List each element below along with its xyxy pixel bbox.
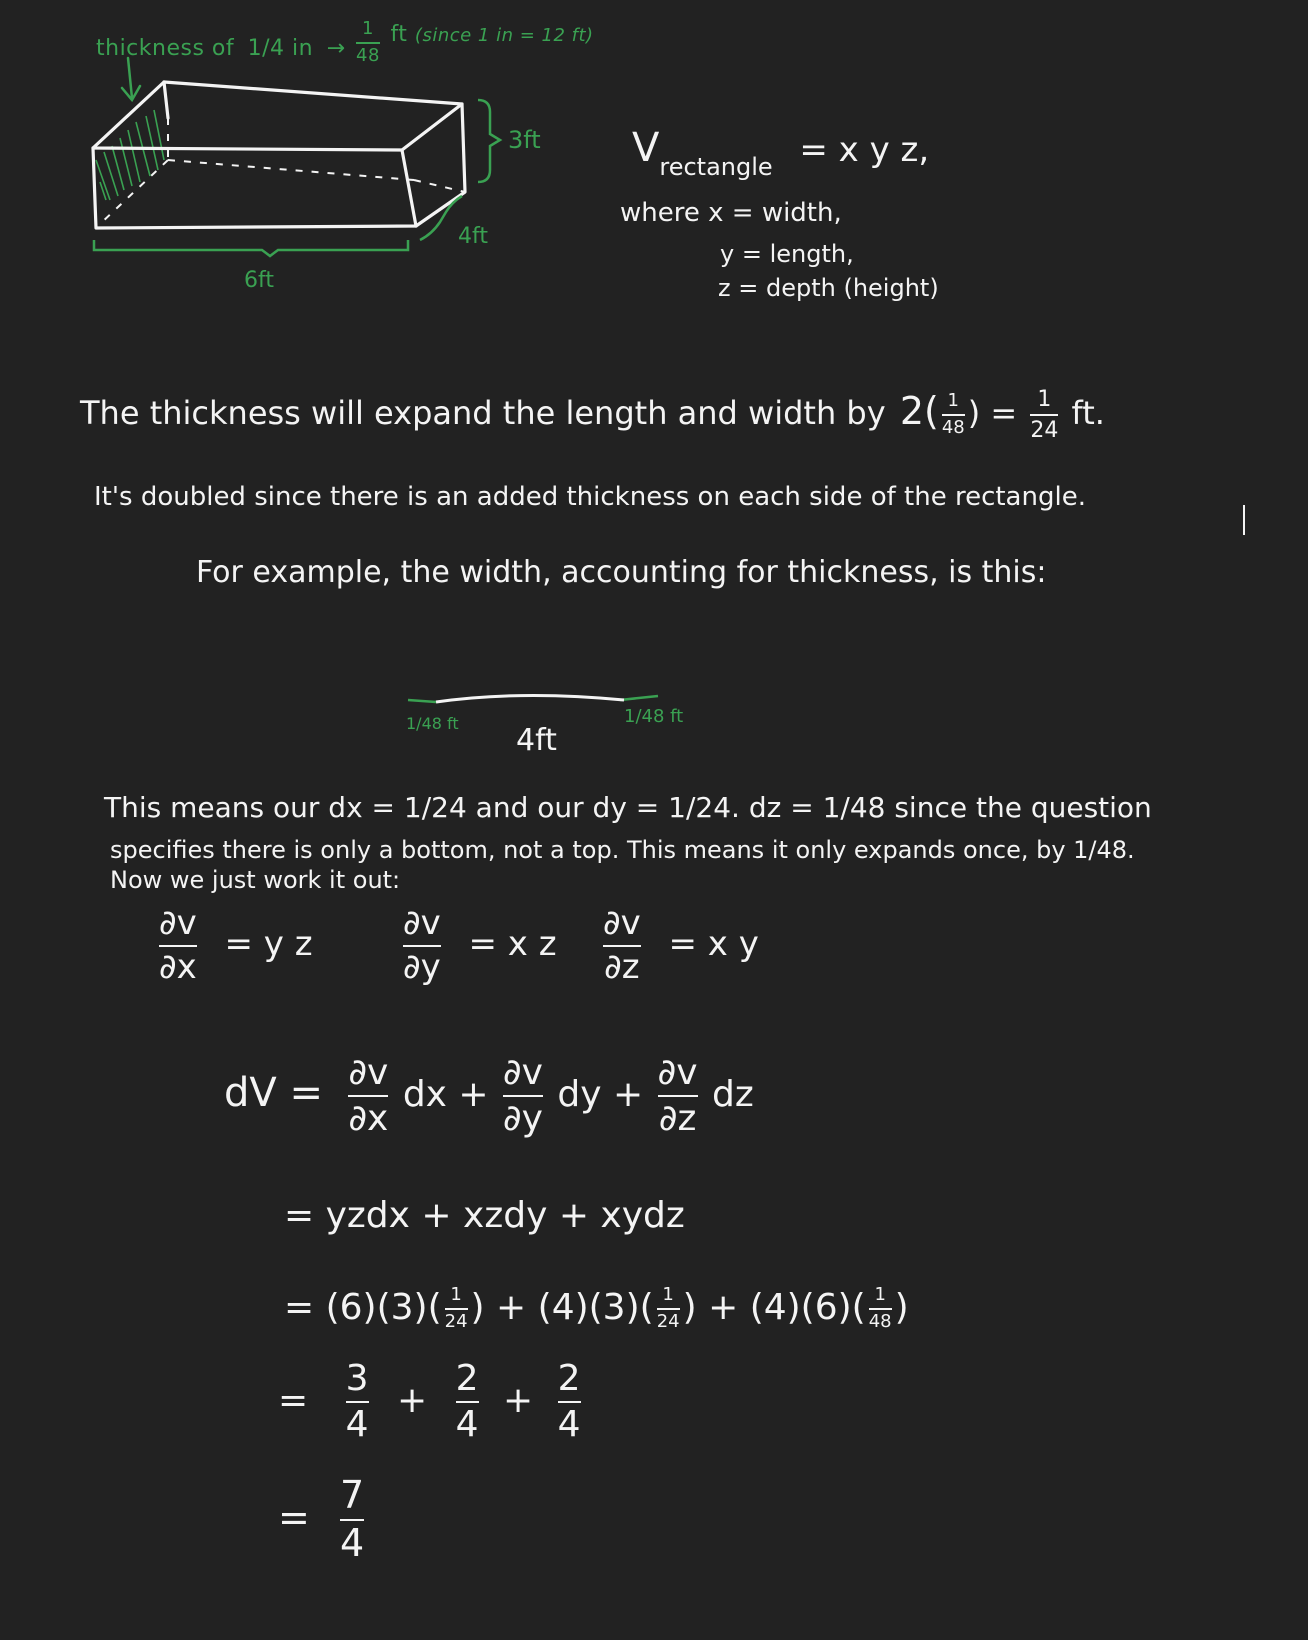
volume-subscript: rectangle — [659, 153, 773, 181]
means-line-1: This means our dx = 1/24 and our dy = 1/24. dz = 1/48 since the question — [104, 791, 1152, 824]
volume-symbol: V — [632, 125, 660, 171]
means-line-3: Now we just work it out: — [110, 866, 401, 894]
partial-dv-dz: $\frac{\partial v}{\partial z}$ = x y — [603, 903, 759, 987]
dv-lhs: dV = — [224, 1069, 323, 1116]
means-line-2: specifies there is only a bottom, not a top. This means it only expands once, by 1/48. — [110, 836, 1135, 864]
step-4: = $\frac{7}{4}$ — [278, 1473, 365, 1565]
width-left-thickness-label: 1/48 ft — [406, 714, 459, 733]
box-length-label: 6ft — [244, 268, 274, 293]
example-intro: For example, the width, accounting for thickness, is this: — [196, 555, 1047, 590]
total-differential: dV = $\frac{\partial v}{\partial x}$ dx + $\frac{\partial v}{\partial y}$ dy + $\frac{\partial v}{\partial z}$ dz — [224, 1052, 754, 1139]
expansion-unit: ft. — [1071, 394, 1105, 433]
width-right-thickness-label: 1/48 ft — [624, 706, 684, 727]
doubled-explanation: It's doubled since there is an added thickness on each side of the rectangle. — [94, 482, 1086, 512]
step-2: = (6)(3)( $\frac{1}{24}$ ) + (4)(3)( $\frac{1}{24}$ ) + (4)(6)( $\frac{1}{48}$ ) — [284, 1284, 909, 1332]
where-x: where x = width, — [620, 198, 842, 228]
box-depth-label: 4ft — [458, 224, 488, 249]
thickness-note-aside: (since 1 in = 12 ft) — [414, 24, 594, 46]
expansion-close: ) = — [967, 394, 1018, 433]
thickness-note-prefix: thickness of — [96, 35, 235, 61]
expansion-result-fraction: $\frac{1}{24}$ — [1030, 387, 1059, 444]
thickness-note-fraction: $\frac{1}{48}$ — [356, 18, 380, 66]
step-3: = $\frac{3}{4}$ + $\frac{2}{4}$ + $\frac{2}{4}$ — [278, 1358, 581, 1445]
box-height-label: 3ft — [508, 126, 541, 154]
partial-dv-dx: $\frac{\partial v}{\partial x}$ = y z — [159, 903, 313, 987]
step-1: = yzdx + xzdy + xydz — [284, 1195, 685, 1236]
volume-rhs: = x y z, — [799, 130, 930, 170]
expansion-text: The thickness will expand the length and width by — [80, 394, 886, 433]
thickness-note-value: 1/4 in — [247, 35, 314, 61]
arrow-right-icon: → — [326, 35, 346, 61]
expansion-coef: 2( — [899, 389, 939, 434]
expansion-inner-fraction: $\frac{1}{48}$ — [941, 390, 965, 439]
where-y: y = length, — [720, 240, 854, 268]
thickness-note-unit: ft — [390, 21, 408, 47]
partial-dv-dy: $\frac{\partial v}{\partial y}$ = x z — [403, 903, 557, 987]
width-center-label: 4ft — [516, 723, 557, 758]
where-z: z = depth (height) — [718, 274, 939, 302]
